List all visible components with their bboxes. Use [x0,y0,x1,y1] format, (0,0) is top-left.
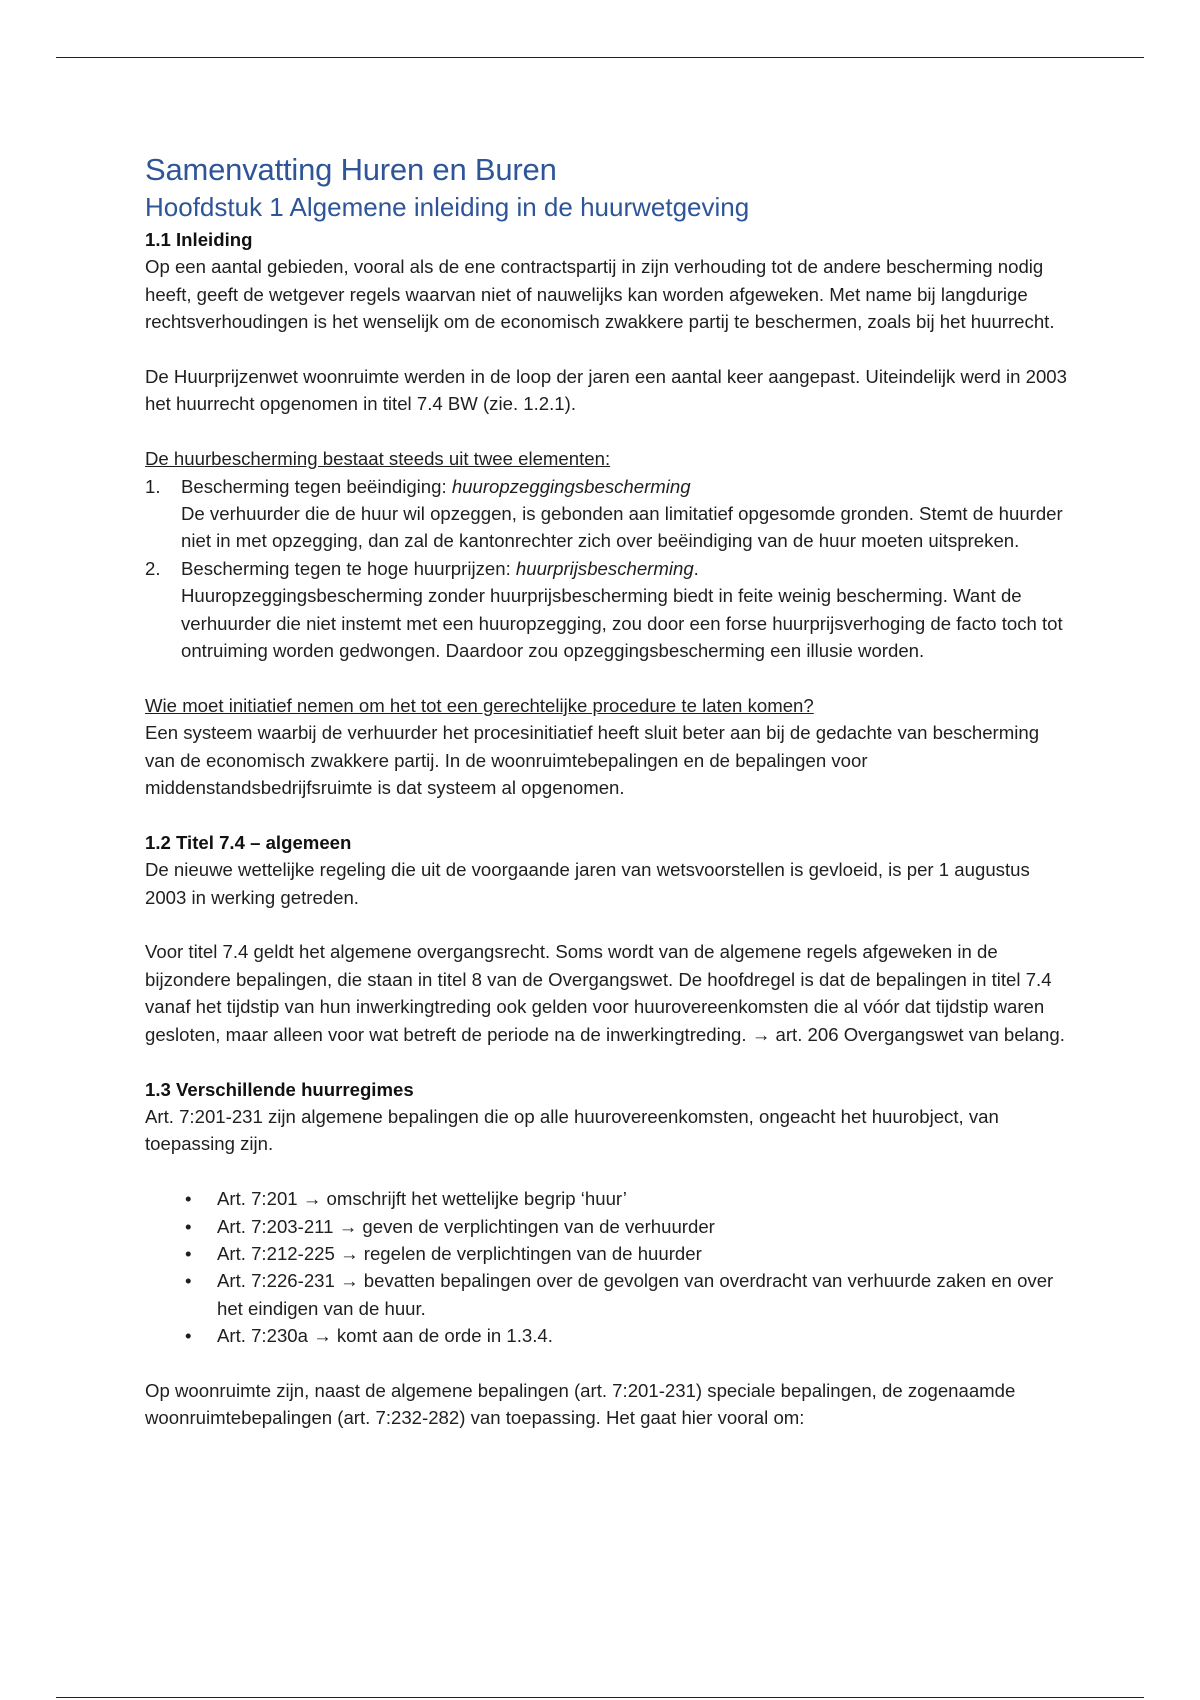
bullet-list [145,1185,1070,1349]
numbered-list [145,473,1070,665]
section-heading-1-2: 1.2 Titel 7.4 – algemeen [145,831,352,853]
list-item: • Art. 7:212-225 → regelen de verplichtingen van de huurder [145,1240,1070,1267]
section-heading-1-3: 1.3 Verschillende huurregimes [145,1078,414,1100]
paragraph: Op een aantal gebieden, vooral als de ene contractspartij in zijn verhouding tot de andere bescherming nodig heeft, geeft de wetgever regels waarvan niet of nauwelijks kan worden afgeweken. Met name bij langdurige rechtsverhoudingen is het wenselijk om de economisch zwakkere partij te beschermen, zoals bij het huurrecht. [145,256,1055,333]
document-title: Samenvatting Huren en Buren [145,152,557,187]
paragraph: Art. 7:201-231 zijn algemene bepalingen die op alle huurovereenkomsten, ongeacht het huurobject, van toepassing zijn. [145,1105,999,1155]
list-item: • Art. 7:201 → omschrijft het wettelijke begrip ‘huur’ [145,1185,1070,1212]
bullet-icon: • [185,1188,192,1210]
bullet-icon: • [185,1242,192,1264]
list-item: 1. Bescherming tegen beëindiging: huuropzeggingsbescherming De verhuurder die de huur wil opzeggen, is gebonden aan limitatief opgesomde gronden. Stemt de huurder niet in met opzegging, dan zal de kantonrechter zich over beëindiging van de huur moeten uitspreken. [145,475,1063,552]
paragraph: De nieuwe wettelijke regeling die uit de voorgaande jaren van wetsvoorstellen is gevloeid, is per 1 augustus 2003 in werking getreden. [145,859,1030,908]
subheading-huurbescherming: De huurbescherming bestaat steeds uit twee elementen: [145,448,611,470]
footer-rule [56,1697,1144,1698]
bullet-icon: • [185,1270,192,1292]
list-item: 2. Bescherming tegen te hoge huurprijzen: huurprijsbescherming. Huuropzeggingsbescherming zonder huurprijsbescherming biedt in feite weinig bescherming. Want de verhuurder die niet instemt met een huuropzegging, zou door een forse huurprijsverhoging de facto toch tot ontruiming worden gedwongen. Daardoor zou opzeggingsbescherming een illusie worden. [145,557,1063,662]
paragraph: Een systeem waarbij de verhuurder het procesinitiatief heeft sluit beter aan bij de gedachte van bescherming van de economisch zwakkere partij. In de woonruimtebepalingen en de bepalingen voor middenstandsbedrijfsruimte is dat systeem al opgenomen. [145,722,1040,799]
chapter-heading: Hoofdstuk 1 Algemene inleiding in de huurwetgeving [145,192,750,222]
bullet-icon: • [185,1215,192,1237]
subheading-initiatief: Wie moet initiatief nemen om het tot een gerechtelijke procedure te laten komen? [145,694,814,716]
section-heading-1-1: 1.1 Inleiding [145,229,253,250]
document-body [145,150,1070,1432]
paragraph: Op woonruimte zijn, naast de algemene bepalingen (art. 7:201-231) speciale bepalingen, de zogenaamde woonruimtebepalingen (art. 7:232-282) van toepassing. Het gaat hier vooral om: [145,1379,1016,1429]
list-item: • Art. 7:230a → komt aan de orde in 1.3.4. [145,1322,1070,1349]
list-item: • Art. 7:226-231 → bevatten bepalingen over de gevolgen van overdracht van verhuurde zaken en over het eindigen van de huur. [145,1267,1070,1322]
list-item: • Art. 7:203-211 → geven de verplichtingen van de verhuurder [145,1213,1070,1240]
paragraph: Voor titel 7.4 geldt het algemene overgangsrecht. Soms wordt van de algemene regels afgeweken in de bijzondere bepalingen, die staan in titel 8 van de Overgangswet. De hoofdregel is dat de bepalingen in titel 7.4 vanaf het tijdstip van hun inwerkingtreding ook gelden voor huurovereenkomsten die al vóór dat tijdstip waren gesloten, maar alleen voor wat betreft de periode na de inwerkingtreding. → art. 206 Overgangswet van belang. [145,941,1065,1045]
paragraph: De Huurprijzenwet woonruimte werden in de loop der jaren een aantal keer aangepast. Uiteindelijk werd in 2003 het huurrecht opgenomen in titel 7.4 BW (zie. 1.2.1). [145,366,1067,415]
header-rule [56,57,1144,58]
bullet-icon: • [185,1325,192,1347]
